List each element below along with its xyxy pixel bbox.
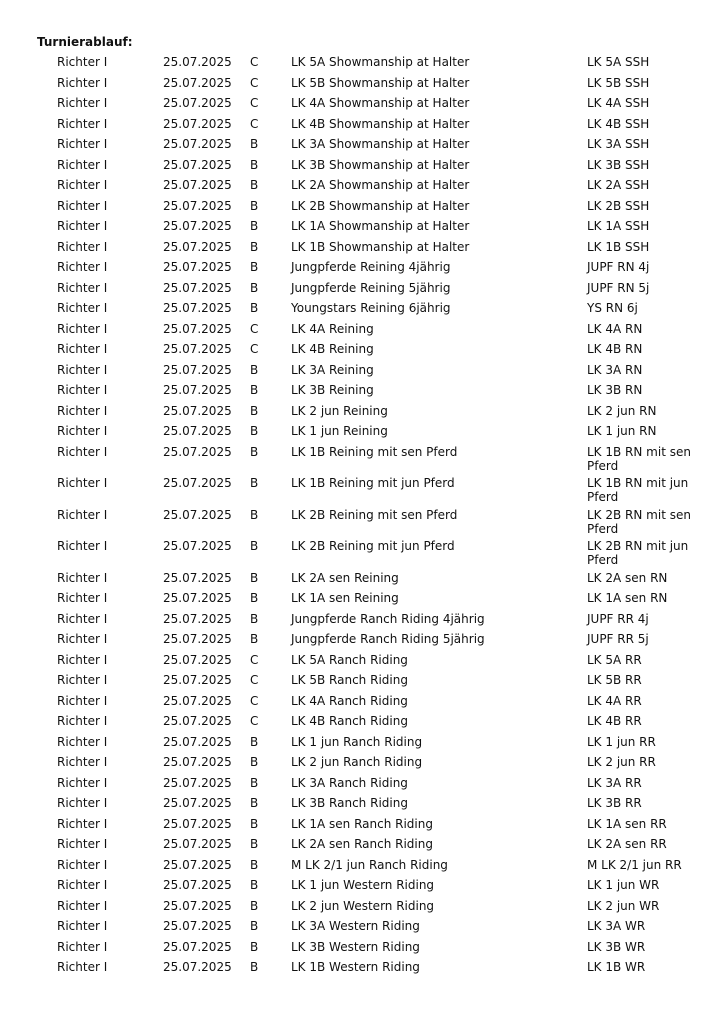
- class-name-cell: LK 1B Reining mit sen Pferd: [291, 444, 458, 459]
- judge-cell: Richter I: [57, 632, 108, 646]
- class-name-cell: LK 4B Showmanship at Halter: [291, 116, 470, 131]
- table-row: [0, 877, 723, 898]
- date-cell: 25.07.2025: [163, 198, 232, 213]
- judge-cell: Richter I: [57, 755, 108, 769]
- class-name-cell: LK 3A Western Riding: [291, 919, 420, 933]
- table-row: [0, 570, 723, 591]
- page-heading: Turnierablauf:: [37, 35, 133, 49]
- class-code-cell: LK 1A sen RN: [587, 591, 668, 605]
- date-cell: 25.07.2025: [163, 755, 232, 769]
- table-row: [0, 136, 723, 157]
- judge-cell: Richter I: [57, 157, 108, 172]
- class-code-cell: LK 3B SSH: [587, 157, 650, 172]
- class-code-cell: LK 3A SSH: [587, 137, 650, 151]
- judge-cell: Richter I: [57, 198, 108, 213]
- category-cell: C: [250, 96, 259, 110]
- class-code-cell: JUPF RR 5j: [587, 632, 649, 646]
- category-cell: C: [250, 652, 259, 667]
- date-cell: 25.07.2025: [163, 632, 232, 646]
- judge-cell: Richter I: [57, 775, 108, 790]
- date-cell: 25.07.2025: [163, 673, 232, 687]
- table-row: [0, 590, 723, 611]
- table-row: [0, 95, 723, 116]
- category-cell: B: [250, 898, 259, 913]
- class-code-cell: LK 1A SSH: [587, 219, 650, 233]
- judge-cell: Richter I: [57, 816, 108, 831]
- judge-cell: Richter I: [57, 796, 108, 810]
- judge-cell: Richter I: [57, 321, 108, 336]
- table-row: [0, 218, 723, 239]
- class-name-cell: LK 5B Ranch Riding: [291, 673, 408, 687]
- class-name-cell: LK 1B Western Riding: [291, 960, 420, 974]
- judge-cell: Richter I: [57, 652, 108, 667]
- table-row: [0, 177, 723, 198]
- category-cell: C: [250, 673, 259, 687]
- class-code-cell: LK 5B SSH: [587, 75, 650, 90]
- date-cell: 25.07.2025: [163, 178, 232, 192]
- judge-cell: Richter I: [57, 116, 108, 131]
- category-cell: B: [250, 816, 259, 831]
- category-cell: B: [250, 632, 259, 646]
- class-code-cell: LK 5A SSH: [587, 55, 650, 69]
- category-cell: B: [250, 960, 259, 974]
- table-row: [0, 157, 723, 178]
- class-code-cell: LK 5A RR: [587, 652, 642, 667]
- class-name-cell: Jungpferde Ranch Riding 4jährig: [291, 611, 485, 626]
- judge-cell: Richter I: [57, 137, 108, 151]
- date-cell: 25.07.2025: [163, 321, 232, 336]
- category-cell: C: [250, 714, 259, 728]
- class-code-cell: LK 2A SSH: [587, 178, 650, 192]
- judge-cell: Richter I: [57, 919, 108, 933]
- class-name-cell: LK 5B Showmanship at Halter: [291, 75, 470, 90]
- table-row: [0, 959, 723, 980]
- class-name-cell: LK 3B Reining: [291, 383, 374, 397]
- judge-cell: Richter I: [57, 219, 108, 233]
- class-name-cell: M LK 2/1 jun Ranch Riding: [291, 857, 448, 872]
- class-code-cell: YS RN 6j: [587, 301, 638, 315]
- table-row: [0, 198, 723, 219]
- table-row: [0, 475, 723, 507]
- date-cell: 25.07.2025: [163, 55, 232, 69]
- class-name-cell: LK 3B Western Riding: [291, 939, 420, 954]
- date-cell: 25.07.2025: [163, 570, 232, 585]
- date-cell: 25.07.2025: [163, 775, 232, 790]
- class-code-cell: LK 2 jun RN: [587, 403, 657, 418]
- table-row: [0, 280, 723, 301]
- class-code-cell: LK 2B RN mit sen Pferd: [587, 507, 691, 536]
- date-cell: 25.07.2025: [163, 96, 232, 110]
- judge-cell: Richter I: [57, 857, 108, 872]
- judge-cell: Richter I: [57, 960, 108, 974]
- class-code-cell: LK 2A sen RN: [587, 570, 668, 585]
- judge-cell: Richter I: [57, 898, 108, 913]
- table-row: [0, 672, 723, 693]
- table-row: [0, 54, 723, 75]
- class-code-cell: LK 4A RN: [587, 321, 643, 336]
- class-name-cell: LK 2A sen Reining: [291, 570, 399, 585]
- class-name-cell: LK 3A Showmanship at Halter: [291, 137, 470, 151]
- table-row: [0, 239, 723, 260]
- table-row: [0, 423, 723, 444]
- class-name-cell: LK 2A Showmanship at Halter: [291, 178, 470, 192]
- judge-cell: Richter I: [57, 570, 108, 585]
- judge-cell: Richter I: [57, 342, 108, 356]
- judge-cell: Richter I: [57, 75, 108, 90]
- class-code-cell: JUPF RN 4j: [587, 260, 650, 274]
- class-code-cell: LK 1 jun WR: [587, 878, 660, 892]
- table-row: [0, 857, 723, 878]
- class-name-cell: LK 2 jun Western Riding: [291, 898, 435, 913]
- table-row: [0, 918, 723, 939]
- class-code-cell: LK 2B RN mit jun Pferd: [587, 539, 689, 567]
- table-row: [0, 403, 723, 424]
- judge-cell: Richter I: [57, 673, 108, 687]
- table-row: [0, 693, 723, 714]
- date-cell: 25.07.2025: [163, 157, 232, 172]
- category-cell: B: [250, 539, 259, 553]
- judge-cell: Richter I: [57, 96, 108, 110]
- class-name-cell: LK 1A Showmanship at Halter: [291, 219, 470, 233]
- date-cell: 25.07.2025: [163, 796, 232, 810]
- class-name-cell: LK 3A Reining: [291, 362, 374, 377]
- table-row: [0, 116, 723, 137]
- class-name-cell: LK 2 jun Reining: [291, 403, 388, 418]
- category-cell: B: [250, 476, 259, 490]
- category-cell: B: [250, 280, 259, 295]
- category-cell: C: [250, 75, 259, 90]
- class-code-cell: LK 3B WR: [587, 939, 646, 954]
- class-name-cell: LK 1B Reining mit jun Pferd: [291, 476, 455, 490]
- class-code-cell: LK 1B RN mit sen Pferd: [587, 444, 691, 473]
- class-code-cell: LK 4B RN: [587, 342, 643, 356]
- category-cell: C: [250, 321, 259, 336]
- date-cell: 25.07.2025: [163, 837, 232, 851]
- table-row: [0, 507, 723, 539]
- class-code-cell: LK 2B SSH: [587, 198, 650, 213]
- class-name-cell: LK 1 jun Reining: [291, 424, 388, 438]
- class-name-cell: LK 1B Showmanship at Halter: [291, 239, 470, 254]
- class-code-cell: LK 1B RN mit jun Pferd: [587, 476, 689, 504]
- category-cell: B: [250, 939, 259, 954]
- judge-cell: Richter I: [57, 611, 108, 626]
- date-cell: 25.07.2025: [163, 898, 232, 913]
- judge-cell: Richter I: [57, 239, 108, 254]
- date-cell: 25.07.2025: [163, 734, 232, 749]
- date-cell: 25.07.2025: [163, 816, 232, 831]
- category-cell: B: [250, 734, 259, 749]
- table-row: [0, 75, 723, 96]
- class-code-cell: LK 3A RR: [587, 775, 642, 790]
- judge-cell: Richter I: [57, 403, 108, 418]
- class-name-cell: LK 5A Ranch Riding: [291, 652, 408, 667]
- date-cell: 25.07.2025: [163, 383, 232, 397]
- table-row: [0, 611, 723, 632]
- judge-cell: Richter I: [57, 939, 108, 954]
- table-row: [0, 795, 723, 816]
- class-name-cell: LK 4B Ranch Riding: [291, 714, 408, 728]
- category-cell: B: [250, 919, 259, 933]
- class-code-cell: LK 3A RN: [587, 362, 643, 377]
- judge-cell: Richter I: [57, 878, 108, 892]
- class-name-cell: LK 3B Showmanship at Halter: [291, 157, 470, 172]
- class-code-cell: LK 2 jun RR: [587, 755, 656, 769]
- category-cell: C: [250, 693, 259, 708]
- category-cell: B: [250, 260, 259, 274]
- judge-cell: Richter I: [57, 424, 108, 438]
- date-cell: 25.07.2025: [163, 239, 232, 254]
- date-cell: 25.07.2025: [163, 611, 232, 626]
- category-cell: B: [250, 178, 259, 192]
- category-cell: B: [250, 857, 259, 872]
- class-code-cell: LK 5B RR: [587, 673, 642, 687]
- category-cell: B: [250, 570, 259, 585]
- category-cell: B: [250, 403, 259, 418]
- category-cell: B: [250, 878, 259, 892]
- judge-cell: Richter I: [57, 693, 108, 708]
- date-cell: 25.07.2025: [163, 424, 232, 438]
- class-code-cell: LK 1B WR: [587, 960, 646, 974]
- class-name-cell: LK 4B Reining: [291, 342, 374, 356]
- table-row: [0, 652, 723, 673]
- table-row: [0, 444, 723, 476]
- table-row: [0, 259, 723, 280]
- date-cell: 25.07.2025: [163, 507, 232, 522]
- category-cell: C: [250, 342, 259, 356]
- category-cell: B: [250, 137, 259, 151]
- date-cell: 25.07.2025: [163, 444, 232, 459]
- class-code-cell: LK 3A WR: [587, 919, 646, 933]
- category-cell: B: [250, 775, 259, 790]
- category-cell: B: [250, 755, 259, 769]
- date-cell: 25.07.2025: [163, 878, 232, 892]
- table-row: [0, 341, 723, 362]
- class-name-cell: Youngstars Reining 6jährig: [291, 301, 451, 315]
- class-code-cell: LK 2 jun WR: [587, 898, 660, 913]
- category-cell: B: [250, 507, 259, 522]
- schedule-table: [0, 54, 723, 980]
- table-row: [0, 382, 723, 403]
- table-row: [0, 631, 723, 652]
- class-name-cell: LK 2B Reining mit jun Pferd: [291, 539, 455, 553]
- date-cell: 25.07.2025: [163, 591, 232, 605]
- table-row: [0, 836, 723, 857]
- class-name-cell: LK 2B Reining mit sen Pferd: [291, 507, 458, 522]
- table-row: [0, 898, 723, 919]
- category-cell: B: [250, 239, 259, 254]
- date-cell: 25.07.2025: [163, 857, 232, 872]
- date-cell: 25.07.2025: [163, 693, 232, 708]
- class-code-cell: JUPF RR 4j: [587, 611, 649, 626]
- table-row: [0, 754, 723, 775]
- category-cell: B: [250, 611, 259, 626]
- category-cell: B: [250, 424, 259, 438]
- date-cell: 25.07.2025: [163, 342, 232, 356]
- date-cell: 25.07.2025: [163, 403, 232, 418]
- judge-cell: Richter I: [57, 55, 108, 69]
- class-name-cell: LK 3B Ranch Riding: [291, 796, 408, 810]
- judge-cell: Richter I: [57, 280, 108, 295]
- class-code-cell: LK 4A RR: [587, 693, 642, 708]
- table-row: [0, 775, 723, 796]
- judge-cell: Richter I: [57, 383, 108, 397]
- date-cell: 25.07.2025: [163, 652, 232, 667]
- table-row: [0, 321, 723, 342]
- category-cell: B: [250, 198, 259, 213]
- class-code-cell: LK 4B SSH: [587, 116, 650, 131]
- category-cell: B: [250, 301, 259, 315]
- class-name-cell: Jungpferde Reining 5jährig: [291, 280, 451, 295]
- date-cell: 25.07.2025: [163, 137, 232, 151]
- date-cell: 25.07.2025: [163, 960, 232, 974]
- class-code-cell: LK 4B RR: [587, 714, 642, 728]
- judge-cell: Richter I: [57, 539, 108, 553]
- class-name-cell: LK 4A Ranch Riding: [291, 693, 408, 708]
- category-cell: B: [250, 219, 259, 233]
- table-row: [0, 300, 723, 321]
- category-cell: C: [250, 116, 259, 131]
- table-row: [0, 734, 723, 755]
- date-cell: 25.07.2025: [163, 714, 232, 728]
- judge-cell: Richter I: [57, 260, 108, 274]
- date-cell: 25.07.2025: [163, 280, 232, 295]
- class-code-cell: LK 2A sen RR: [587, 837, 667, 851]
- category-cell: C: [250, 55, 259, 69]
- class-code-cell: LK 1 jun RN: [587, 424, 657, 438]
- class-code-cell: LK 1A sen RR: [587, 816, 667, 831]
- table-row: [0, 538, 723, 570]
- class-name-cell: LK 5A Showmanship at Halter: [291, 55, 470, 69]
- class-name-cell: LK 1 jun Ranch Riding: [291, 734, 423, 749]
- category-cell: B: [250, 591, 259, 605]
- table-row: [0, 816, 723, 837]
- category-cell: B: [250, 837, 259, 851]
- date-cell: 25.07.2025: [163, 919, 232, 933]
- class-name-cell: LK 3A Ranch Riding: [291, 775, 408, 790]
- class-code-cell: LK 1 jun RR: [587, 734, 656, 749]
- judge-cell: Richter I: [57, 444, 108, 459]
- category-cell: B: [250, 362, 259, 377]
- date-cell: 25.07.2025: [163, 539, 232, 553]
- table-row: [0, 362, 723, 383]
- table-row: [0, 939, 723, 960]
- judge-cell: Richter I: [57, 301, 108, 315]
- category-cell: B: [250, 157, 259, 172]
- table-row: [0, 713, 723, 734]
- class-name-cell: LK 4A Showmanship at Halter: [291, 96, 470, 110]
- category-cell: B: [250, 796, 259, 810]
- judge-cell: Richter I: [57, 362, 108, 377]
- class-name-cell: LK 2B Showmanship at Halter: [291, 198, 470, 213]
- class-code-cell: LK 3B RN: [587, 383, 643, 397]
- class-name-cell: Jungpferde Ranch Riding 5jährig: [291, 632, 485, 646]
- class-code-cell: LK 3B RR: [587, 796, 642, 810]
- date-cell: 25.07.2025: [163, 219, 232, 233]
- class-code-cell: JUPF RN 5j: [587, 280, 650, 295]
- judge-cell: Richter I: [57, 714, 108, 728]
- class-code-cell: LK 1B SSH: [587, 239, 650, 254]
- class-code-cell: LK 4A SSH: [587, 96, 650, 110]
- date-cell: 25.07.2025: [163, 362, 232, 377]
- date-cell: 25.07.2025: [163, 301, 232, 315]
- date-cell: 25.07.2025: [163, 75, 232, 90]
- date-cell: 25.07.2025: [163, 260, 232, 274]
- judge-cell: Richter I: [57, 734, 108, 749]
- class-code-cell: M LK 2/1 jun RR: [587, 857, 682, 872]
- date-cell: 25.07.2025: [163, 116, 232, 131]
- judge-cell: Richter I: [57, 837, 108, 851]
- judge-cell: Richter I: [57, 507, 108, 522]
- class-name-cell: LK 2 jun Ranch Riding: [291, 755, 423, 769]
- date-cell: 25.07.2025: [163, 939, 232, 954]
- judge-cell: Richter I: [57, 476, 108, 490]
- date-cell: 25.07.2025: [163, 476, 232, 490]
- class-name-cell: LK 2A sen Ranch Riding: [291, 837, 433, 851]
- class-name-cell: LK 1A sen Ranch Riding: [291, 816, 433, 831]
- judge-cell: Richter I: [57, 178, 108, 192]
- class-name-cell: LK 1 jun Western Riding: [291, 878, 435, 892]
- category-cell: B: [250, 444, 259, 459]
- class-name-cell: Jungpferde Reining 4jährig: [291, 260, 451, 274]
- judge-cell: Richter I: [57, 591, 108, 605]
- class-name-cell: LK 1A sen Reining: [291, 591, 399, 605]
- class-name-cell: LK 4A Reining: [291, 321, 374, 336]
- category-cell: B: [250, 383, 259, 397]
